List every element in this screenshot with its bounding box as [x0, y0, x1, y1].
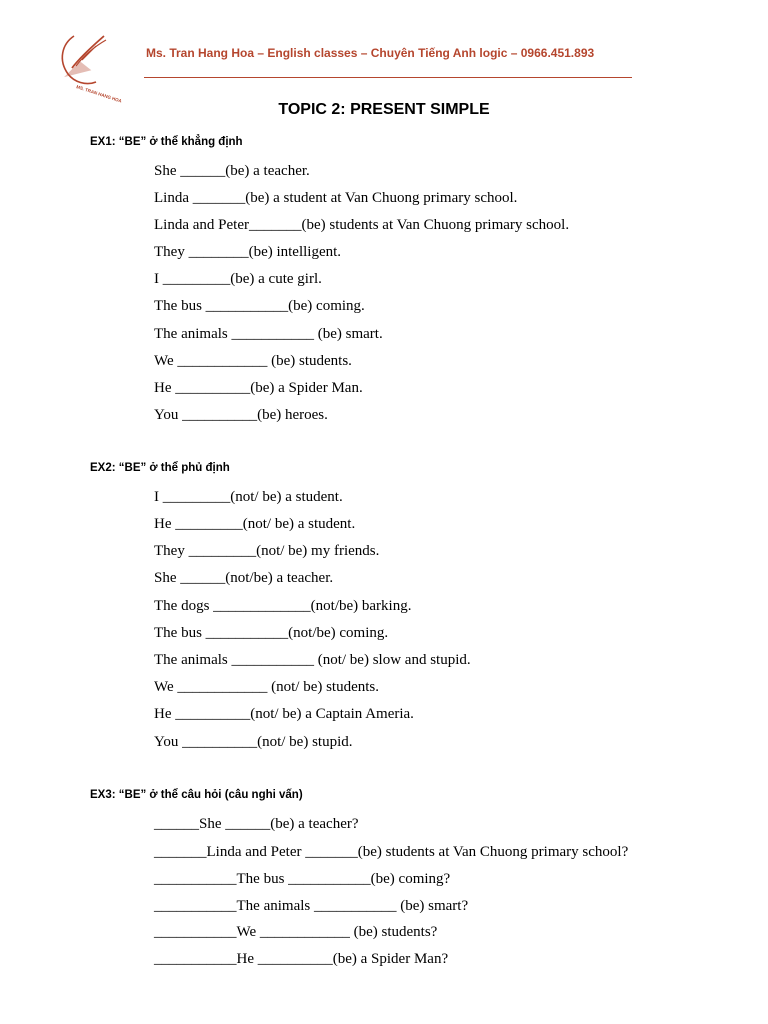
item-text: She ______(be) a teacher.: [154, 163, 310, 179]
item-text: ___________He __________(be) a Spider Man?: [154, 951, 449, 967]
item-text: She ______(not/be) a teacher.: [154, 570, 334, 586]
item-text: Linda and Peter_______(be) students at Van Chuong primary school.: [154, 217, 570, 233]
item-text: Linda _______(be) a student at Van Chuong primary school.: [154, 190, 518, 206]
item-text: The bus ___________(be) coming.: [154, 298, 365, 314]
item-text: ___________The animals ___________ (be) smart?: [154, 898, 469, 914]
item-text: They ________(be) intelligent.: [154, 244, 342, 260]
item-text: You __________(not/ be) stupid.: [154, 734, 353, 750]
school-logo: [52, 24, 123, 104]
item-text: The animals ___________ (be) smart.: [154, 326, 383, 342]
item-text: He __________(not/ be) a Captain Ameria.: [154, 706, 414, 722]
item-text: We ____________ (not/ be) students.: [154, 679, 380, 695]
ex2-heading: EX2: “BE” ở thể phủ định: [90, 462, 230, 474]
item-text: The animals ___________ (not/ be) slow and stupid.: [154, 652, 471, 668]
item-text: He __________(be) a Spider Man.: [154, 380, 363, 396]
item-text: You __________(be) heroes.: [154, 407, 328, 423]
header-contact-line: Ms. Tran Hang Hoa – English classes – Chuyên Tiếng Anh logic – 0966.451.893: [146, 46, 595, 60]
header-divider: [144, 77, 632, 78]
ex1-heading: EX1: “BE” ở thể khẳng định: [90, 136, 243, 148]
item-text: ______She ______(be) a teacher?: [154, 816, 359, 832]
page-title: TOPIC 2: PRESENT SIMPLE: [278, 101, 490, 118]
item-text: ___________We ____________ (be) students?: [154, 924, 438, 940]
item-text: The bus ___________(not/be) coming.: [154, 625, 389, 641]
item-text: ___________The bus ___________(be) coming?: [154, 871, 451, 887]
ex3-heading: EX3: “BE” ở thể câu hỏi (câu nghi vấn): [90, 789, 303, 801]
item-text: He _________(not/ be) a student.: [154, 516, 356, 532]
item-text: I _________(be) a cute girl.: [154, 271, 322, 287]
item-text: We ____________ (be) students.: [154, 353, 352, 369]
item-text: The dogs _____________(not/be) barking.: [154, 598, 412, 614]
item-text: They _________(not/ be) my friends.: [154, 543, 380, 559]
logo-text: MS. TRAN HANG HOA: [75, 84, 123, 104]
item-text: _______Linda and Peter _______(be) students at Van Chuong primary school?: [154, 844, 629, 860]
item-text: I _________(not/ be) a student.: [154, 489, 343, 505]
